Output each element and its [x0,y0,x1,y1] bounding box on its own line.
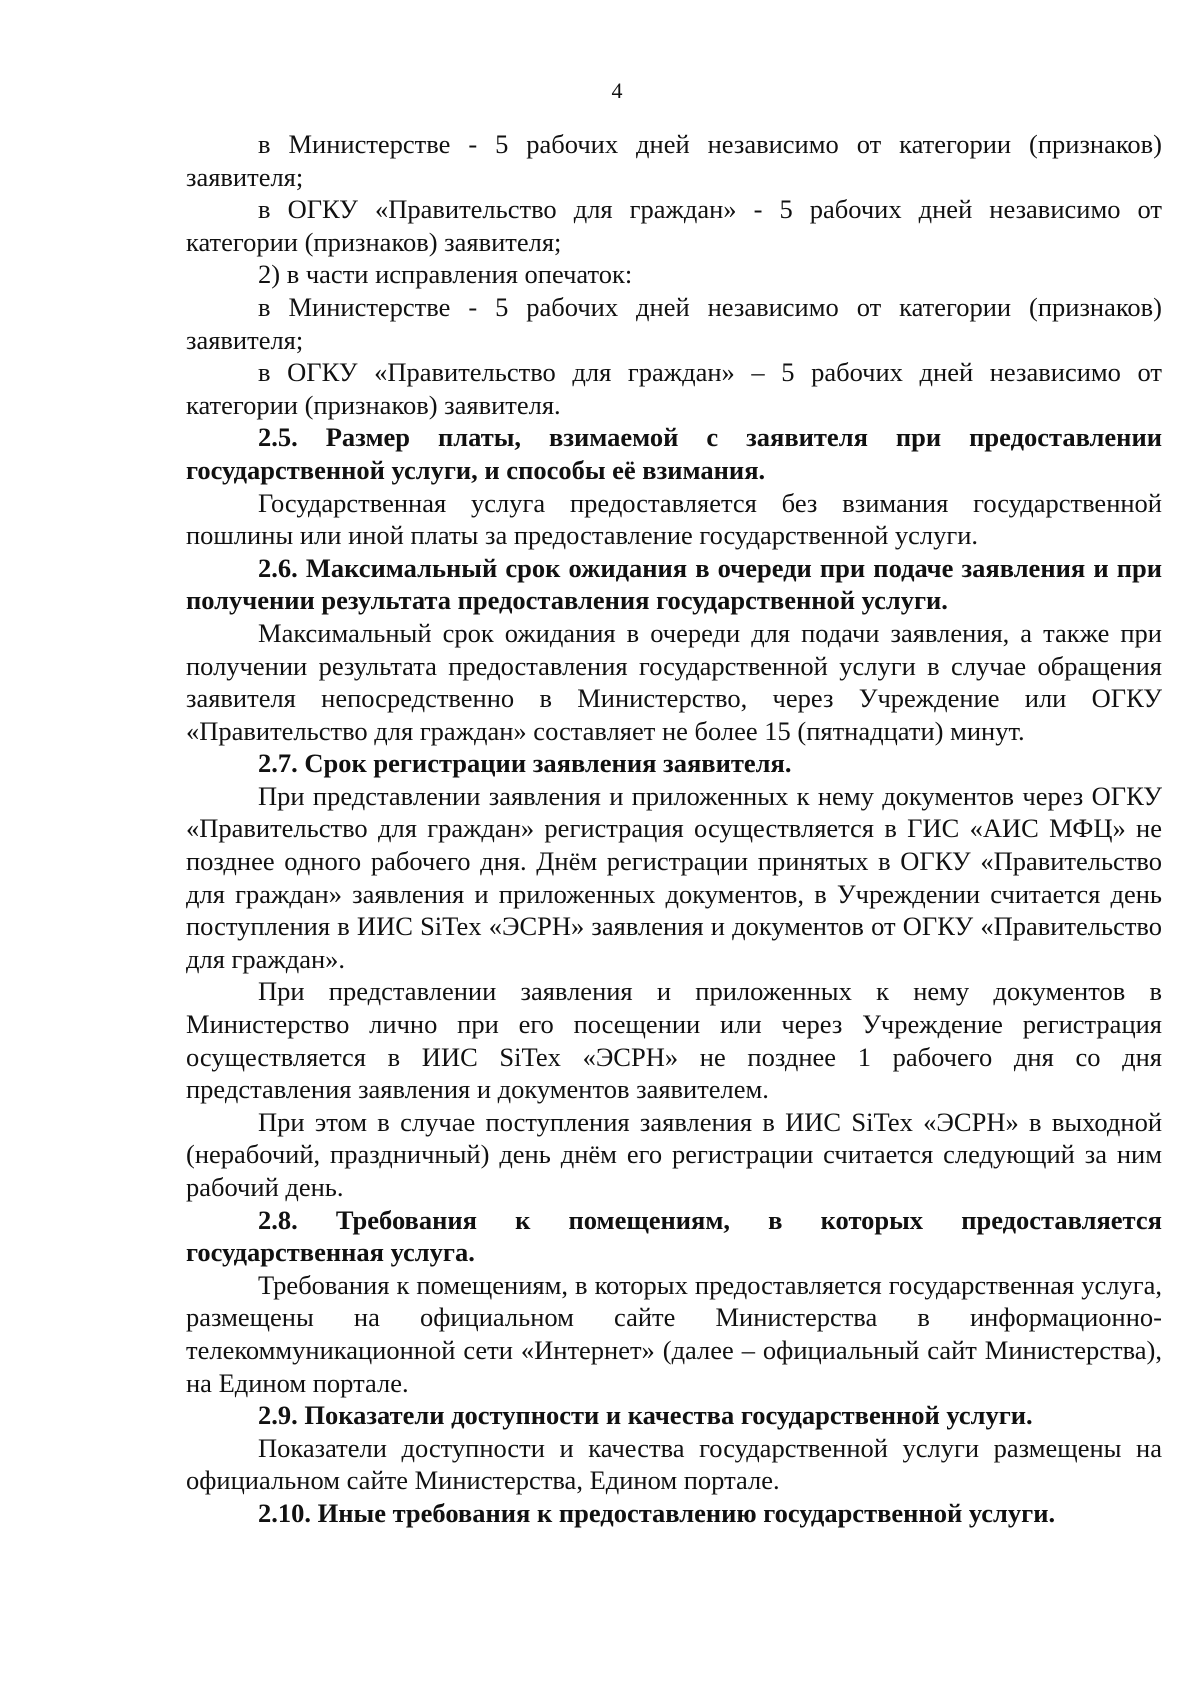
section-heading-2-7: 2.7. Срок регистрации заявления заявителя. [258,748,792,779]
paragraph: Показатели доступности и качества государственной услуги размещены на официальном сайте Министерства, Едином портале. [186,1432,1162,1496]
list-item: 2) в части исправления опечаток: [258,259,633,290]
paragraph: Требования к помещениям, в которых предоставляется государственная услуга, размещены на официальном сайте Министерства в информационно-телекоммуникационной сети «Интернет» (далее – официальный сайт Министерства), на Едином портале. [186,1269,1162,1398]
paragraph: При этом в случае поступления заявления в ИИС SiTex «ЭСРН» в выходной (нерабочий, праздничный) день днём его регистрации считается следующий за ним рабочий день. [186,1106,1162,1202]
paragraph: в ОГКУ «Правительство для граждан» - 5 рабочих дней независимо от категории (признаков) заявителя; [186,194,1162,257]
section-heading-2-9: 2.9. Показатели доступности и качества государственной услуги. [258,1400,1033,1431]
paragraph: Максимальный срок ожидания в очереди для подачи заявления, а также при получении результата предоставления государственной услуги в случае обращения заявителя непосредственно в Министерство, через Учреждение или ОГКУ «Правительство для граждан» составляет не более 15 (пятнадцати) минут. [186,617,1162,746]
paragraph: в Министерстве - 5 рабочих дней независимо от категории (признаков) заявителя; [186,129,1162,192]
paragraph: в Министерстве - 5 рабочих дней независимо от категории (признаков) заявителя; [186,291,1162,355]
paragraph: При представлении заявления и приложенных к нему документов в Министерство лично при его посещении или через Учреждение регистрация осуществляется в ИИС SiTex «ЭСРН» не позднее 1 рабочего дня со дня представления заявления и документов заявителем. [186,976,1162,1105]
section-heading-2-8: 2.8. Требования к помещениям, в которых предоставляется государственная услуга. [186,1204,1162,1268]
section-heading-2-10: 2.10. Иные требования к предоставлению государственной услуги. [258,1497,1056,1528]
paragraph: При представлении заявления и приложенных к нему документов через ОГКУ «Правительство для граждан» регистрация осуществляется в ГИС «АИС МФЦ» не позднее одного рабочего дня. Днём регистрации принятых в ОГКУ «Правительство для граждан» заявления и приложенных документов, в Учреждении считается день поступления в ИИС SiTex «ЭСРН» заявления и документов от ОГКУ «Правительство для граждан». [186,780,1162,974]
document-body [186,128,1162,1530]
paragraph: Государственная услуга предоставляется без взимания государственной пошлины или иной платы за предоставление государственной услуги. [186,487,1162,551]
section-heading-2-5: 2.5. Размер платы, взимаемой с заявителя при предоставлении государственной услуги, и способы её взимания. [186,422,1162,485]
section-heading-2-6: 2.6. Максимальный срок ожидания в очереди при подаче заявления и при получении результата предоставления государственной услуги. [186,552,1162,616]
paragraph: в ОГКУ «Правительство для граждан» – 5 рабочих дней независимо от категории (признаков) заявителя. [186,357,1162,420]
page-number: 4 [611,78,623,103]
